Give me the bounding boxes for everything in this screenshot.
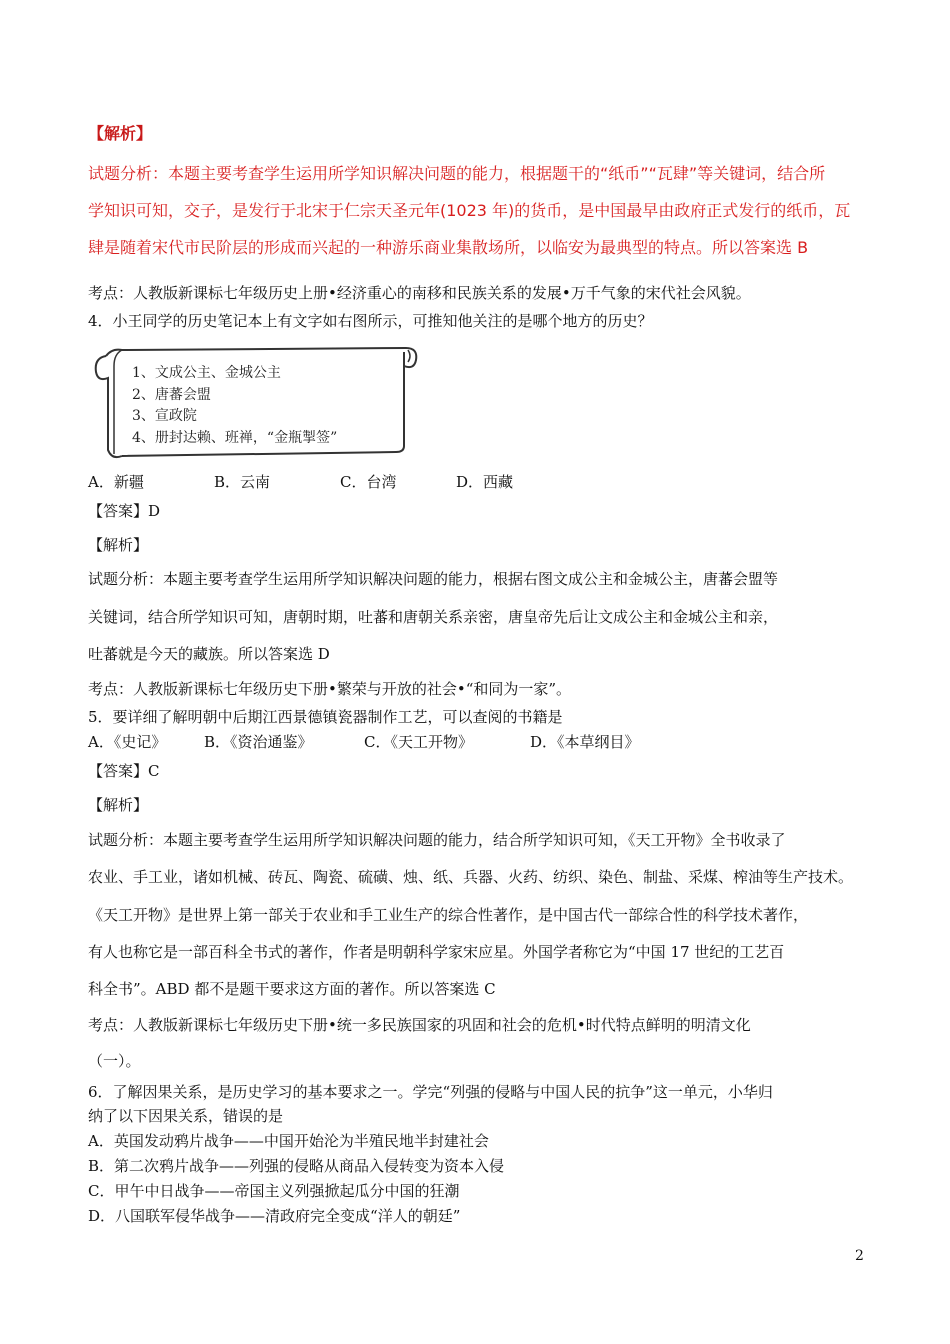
analysis-line: 试题分析：本题主要考查学生运用所学知识解决问题的能力，结合所学知识可知，《天工开物》全书收录了 xyxy=(88,831,786,849)
scroll-item: 3、宣政院 xyxy=(132,408,197,424)
answer: 【答案】D xyxy=(88,502,161,520)
option-c: C．台湾 xyxy=(340,473,397,491)
kaodian-continued: （一）。 xyxy=(88,1052,141,1070)
question-6-continued: 纳了以下因果关系，错误的是 xyxy=(88,1107,284,1125)
question-6: 6．了解因果关系，是历史学习的基本要求之一。学完“列强的侵略与中国人民的抗争”这一单元，小华归 xyxy=(88,1083,773,1101)
analysis-line: 《天工开物》是世界上第一部关于农业和手工业生产的综合性著作，是中国古代一部综合性的科学技术著作， xyxy=(88,906,809,924)
question-4: 4．小王同学的历史笔记本上有文字如右图所示，可推知他关注的是哪个地方的历史？ xyxy=(88,312,653,330)
question-5: 5．要详细了解明朝中后期江西景德镇瓷器制作工艺，可以查阅的书籍是 xyxy=(88,708,563,726)
option-d: D．《本草纲目》 xyxy=(530,733,640,751)
scroll-note-figure xyxy=(92,342,422,462)
analysis-tag: 【解析】 xyxy=(88,124,153,143)
analysis-line: 试题分析：本题主要考查学生运用所学知识解决问题的能力，根据题干的“纸币”“瓦肆”等关键词，结合所 xyxy=(88,164,826,183)
option-a: A．英国发动鸦片战争——中国开始沦为半殖民地半封建社会 xyxy=(88,1132,489,1150)
analysis-line: 肆是随着宋代市民阶层的形成而兴起的一种游乐商业集散场所，以临安为最典型的特点。所以答案选 B xyxy=(88,238,809,257)
kaodian: 考点：人教版新课标七年级历史下册•统一多民族国家的巩固和社会的危机•时代特点鲜明的明清文化 xyxy=(88,1016,751,1034)
analysis-line: 农业、手工业，诸如机械、砖瓦、陶瓷、硫磺、烛、纸、兵器、火药、纺织、染色、制盐、采煤、榨油等生产技术。 xyxy=(88,868,854,886)
option-b: B．《资治通鉴》 xyxy=(204,733,313,751)
scroll-item: 2、唐蕃会盟 xyxy=(132,387,211,403)
option-b: B．第二次鸦片战争——列强的侵略从商品入侵转变为资本入侵 xyxy=(88,1157,505,1175)
scroll-item: 1、文成公主、金城公主 xyxy=(132,365,281,381)
analysis-line: 试题分析：本题主要考查学生运用所学知识解决问题的能力，根据右图文成公主和金城公主，唐蕃会盟等 xyxy=(88,570,779,588)
scroll-item: 4、册封达赖、班禅，“金瓶掣签” xyxy=(132,430,338,446)
option-d: D．西藏 xyxy=(456,473,514,491)
option-b: B．云南 xyxy=(214,473,271,491)
option-a: A．新疆 xyxy=(88,473,144,491)
option-a: A．《史记》 xyxy=(88,733,167,751)
kaodian: 考点：人教版新课标七年级历史上册•经济重心的南移和民族关系的发展•万千气象的宋代社会风貌。 xyxy=(88,284,751,302)
option-c: C．甲午中日战争——帝国主义列强掀起瓜分中国的狂潮 xyxy=(88,1182,460,1200)
analysis-tag: 【解析】 xyxy=(88,536,149,554)
analysis-line: 吐蕃就是今天的藏族。所以答案选 D xyxy=(88,645,330,663)
page-number: 2 xyxy=(855,1248,864,1264)
option-c: C．《天工开物》 xyxy=(364,733,473,751)
analysis-line: 有人也称它是一部百科全书式的著作，作者是明朝科学家宋应星。外国学者称它为“中国 17 世纪的工艺百 xyxy=(88,943,785,961)
answer: 【答案】C xyxy=(88,762,160,780)
analysis-line: 学知识可知，交子，是发行于北宋于仁宗天圣元年(1023 年)的货币，是中国最早由政府正式发行的纸币，瓦 xyxy=(88,201,851,220)
analysis-tag: 【解析】 xyxy=(88,796,149,814)
analysis-line: 关键词，结合所学知识可知，唐朝时期，吐蕃和唐朝关系亲密，唐皇帝先后让文成公主和金城公主和亲， xyxy=(88,608,779,626)
kaodian: 考点：人教版新课标七年级历史下册•繁荣与开放的社会•“和同为一家”。 xyxy=(88,680,572,698)
option-d: D．八国联军侵华战争——清政府完全变成“洋人的朝廷” xyxy=(88,1207,461,1225)
analysis-line: 科全书”。ABD 都不是题干要求这方面的著作。所以答案选 C xyxy=(88,980,496,998)
